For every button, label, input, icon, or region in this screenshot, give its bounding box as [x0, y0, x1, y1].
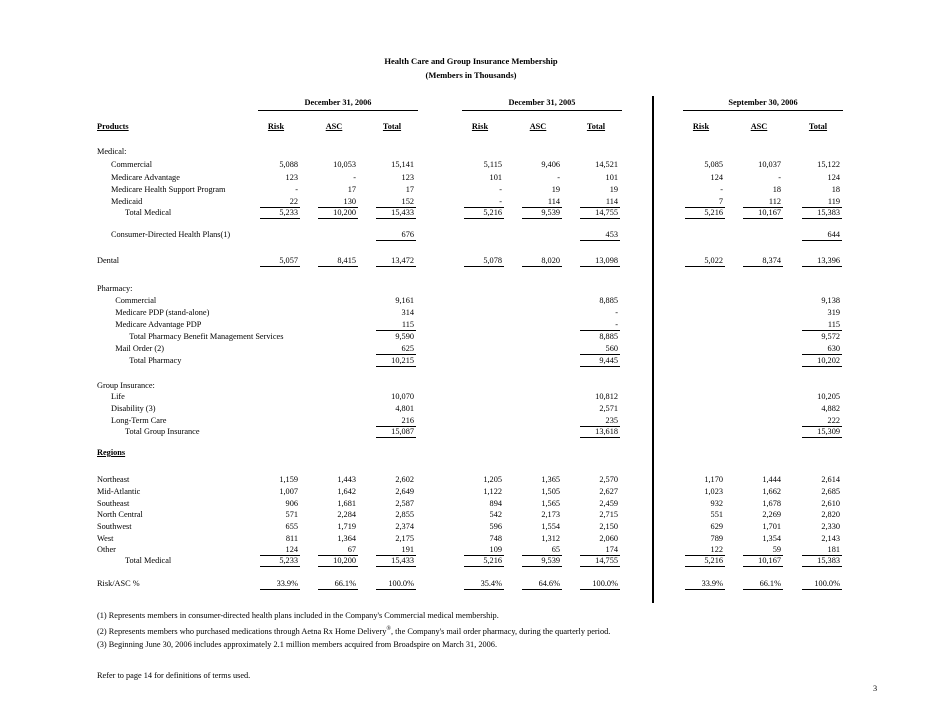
footnote-2-text-end: , the Company's mail order pharmacy, during the quarterly period.: [390, 626, 611, 636]
table-cell: -: [295, 185, 298, 194]
table-cell: 15,122: [817, 160, 840, 169]
table-cell: 22: [289, 197, 298, 206]
period-header-sep-2006: September 30, 2006: [728, 98, 798, 107]
table-cell: 5,115: [483, 160, 502, 169]
table-cell: 2,330: [821, 522, 840, 531]
table-cell: 1,443: [337, 475, 356, 484]
row-label: Southeast: [97, 499, 130, 508]
row-label: Medicare Advantage PDP: [115, 320, 202, 329]
table-cell: 19: [609, 185, 618, 194]
cell-underline: [376, 566, 416, 567]
table-cell: 191: [401, 545, 414, 554]
table-cell: 560: [605, 344, 618, 353]
period-underline: [462, 110, 622, 111]
table-cell: 33.9%: [276, 579, 298, 588]
total-column-header: Total: [382, 122, 402, 131]
registered-mark: ®: [386, 626, 391, 632]
table-cell: -: [499, 197, 502, 206]
table-cell: 18: [831, 185, 840, 194]
table-cell: 123: [285, 173, 298, 182]
table-cell: 10,200: [333, 556, 356, 565]
row-label: Total Pharmacy Benefit Management Services: [129, 332, 284, 341]
cell-underline: [376, 240, 416, 241]
cell-underline: [743, 218, 783, 219]
table-cell: 1,159: [279, 475, 298, 484]
cell-underline: [464, 566, 504, 567]
row-label: Total Group Insurance: [125, 427, 200, 436]
table-cell: 15,087: [391, 427, 414, 436]
table-cell: 1,662: [762, 487, 781, 496]
table-cell: 2,820: [821, 510, 840, 519]
table-cell: 8,415: [337, 256, 356, 265]
table-cell: 59: [772, 545, 781, 554]
table-cell: 5,057: [279, 256, 298, 265]
table-cell: 1,312: [541, 534, 560, 543]
table-cell: 2,150: [599, 522, 618, 531]
table-cell: 14,755: [595, 208, 618, 217]
table-cell: 10,167: [758, 208, 781, 217]
table-cell: 33.9%: [701, 579, 723, 588]
period-header-dec-2006: December 31, 2006: [304, 98, 372, 107]
risk-column-header: Risk: [471, 122, 489, 131]
cell-underline: [580, 354, 620, 355]
table-cell: 101: [605, 173, 618, 182]
table-cell: 319: [827, 308, 840, 317]
page-title: Health Care and Group Insurance Membership: [384, 56, 558, 66]
table-cell: 65: [551, 545, 560, 554]
footnote-3: (3) Beginning June 30, 2006 includes approximately 2.1 million members acquired from Broadspire on March 31, 2006.: [97, 640, 498, 649]
cell-underline: [580, 437, 620, 438]
table-cell: 13,098: [595, 256, 618, 265]
table-cell: 1,365: [541, 475, 560, 484]
cell-underline: [580, 330, 620, 331]
cell-underline: [802, 437, 842, 438]
table-cell: 13,472: [391, 256, 414, 265]
cell-underline: [802, 330, 842, 331]
table-cell: 1,205: [483, 475, 502, 484]
table-cell: 1,122: [483, 487, 502, 496]
table-cell: 1,642: [337, 487, 356, 496]
cell-underline: [318, 589, 358, 590]
period-header-dec-2005: December 31, 2005: [508, 98, 576, 107]
table-cell: 8,374: [762, 256, 781, 265]
table-cell: 115: [827, 320, 840, 329]
table-cell: 15,433: [391, 208, 414, 217]
row-label: Dental: [97, 256, 120, 265]
table-cell: 1,170: [704, 475, 723, 484]
cell-underline: [802, 566, 842, 567]
cell-underline: [376, 330, 416, 331]
table-cell: 314: [401, 308, 414, 317]
table-cell: 67: [347, 545, 356, 554]
row-label: Southwest: [97, 522, 132, 531]
table-cell: 2,570: [599, 475, 618, 484]
table-cell: 655: [285, 522, 298, 531]
table-cell: 66.1%: [334, 579, 356, 588]
cell-underline: [376, 366, 416, 367]
table-cell: 5,216: [483, 556, 502, 565]
table-cell: 35.4%: [480, 579, 502, 588]
table-cell: 112: [768, 197, 781, 206]
table-cell: 748: [489, 534, 502, 543]
table-cell: -: [557, 173, 560, 182]
table-cell: 15,433: [391, 556, 414, 565]
footnote-1: (1) Represents members in consumer-directed health plans included in the Company's Commercial medical membership.: [97, 611, 499, 620]
cell-underline: [580, 266, 620, 267]
table-cell: 9,406: [541, 160, 560, 169]
table-cell: 4,882: [821, 404, 840, 413]
row-label: Mail Order (2): [115, 344, 165, 353]
refer-note: Refer to page 14 for definitions of terms used.: [97, 671, 251, 680]
table-cell: 8,885: [599, 296, 618, 305]
table-cell: 2,587: [395, 499, 414, 508]
table-cell: 216: [401, 416, 414, 425]
table-cell: 9,539: [541, 556, 560, 565]
row-label: Pharmacy:: [97, 284, 133, 293]
cell-underline: [580, 218, 620, 219]
table-cell: 109: [489, 545, 502, 554]
row-label: Life: [111, 392, 125, 401]
row-label: Mid-Atlantic: [97, 487, 141, 496]
table-cell: 2,602: [395, 475, 414, 484]
table-cell: 119: [827, 197, 840, 206]
table-cell: 9,572: [821, 332, 840, 341]
cell-underline: [580, 566, 620, 567]
table-cell: 9,445: [599, 356, 618, 365]
cell-underline: [522, 589, 562, 590]
table-cell: 115: [401, 320, 414, 329]
table-cell: 130: [343, 197, 356, 206]
table-cell: 18: [772, 185, 781, 194]
table-cell: 5,078: [483, 256, 502, 265]
row-label: Commercial: [115, 296, 157, 305]
cell-underline: [743, 589, 783, 590]
table-cell: 10,202: [817, 356, 840, 365]
table-cell: 542: [489, 510, 502, 519]
table-cell: -: [720, 185, 723, 194]
table-cell: 10,053: [333, 160, 356, 169]
cell-underline: [685, 218, 725, 219]
cell-underline: [802, 354, 842, 355]
table-cell: -: [615, 320, 618, 329]
total-column-header: Total: [808, 122, 828, 131]
risk-column-header: Risk: [267, 122, 285, 131]
cell-underline: [376, 218, 416, 219]
row-label: Other: [97, 545, 116, 554]
risk-column-header: Risk: [692, 122, 710, 131]
footnote-2: [97, 626, 610, 636]
table-cell: 124: [285, 545, 298, 554]
row-label: North Central: [97, 510, 143, 519]
table-cell: 1,023: [704, 487, 723, 496]
cell-underline: [685, 589, 725, 590]
table-cell: 235: [605, 416, 618, 425]
table-cell: 10,037: [758, 160, 781, 169]
table-cell: 1,364: [337, 534, 356, 543]
cell-underline: [802, 366, 842, 367]
table-cell: 10,205: [817, 392, 840, 401]
cell-underline: [802, 218, 842, 219]
table-cell: 894: [489, 499, 502, 508]
table-cell: 14,755: [595, 556, 618, 565]
cell-underline: [580, 240, 620, 241]
table-cell: 789: [710, 534, 723, 543]
table-cell: 10,812: [595, 392, 618, 401]
cell-underline: [318, 218, 358, 219]
table-cell: 2,610: [821, 499, 840, 508]
table-cell: 1,678: [762, 499, 781, 508]
table-cell: 625: [401, 344, 414, 353]
cell-underline: [685, 566, 725, 567]
asc-column-header: ASC: [750, 122, 768, 131]
row-label: Commercial: [111, 160, 153, 169]
period-underline: [683, 110, 843, 111]
table-cell: 7: [718, 197, 723, 206]
table-cell: 676: [401, 230, 414, 239]
table-cell: 2,459: [599, 499, 618, 508]
table-cell: 2,374: [395, 522, 414, 531]
table-cell: 15,383: [817, 556, 840, 565]
table-cell: 1,444: [762, 475, 781, 484]
table-cell: 13,618: [595, 427, 618, 436]
table-cell: 101: [489, 173, 502, 182]
table-cell: 114: [605, 197, 618, 206]
table-cell: 14,521: [595, 160, 618, 169]
table-cell: 5,216: [704, 208, 723, 217]
table-cell: 2,060: [599, 534, 618, 543]
table-cell: 551: [710, 510, 723, 519]
cell-underline: [464, 589, 504, 590]
cell-underline: [802, 266, 842, 267]
table-cell: 100.0%: [388, 579, 414, 588]
table-cell: 100.0%: [814, 579, 840, 588]
asc-column-header: ASC: [529, 122, 547, 131]
cell-underline: [522, 266, 562, 267]
cell-underline: [580, 366, 620, 367]
column-separator: [652, 96, 654, 603]
table-cell: 174: [605, 545, 618, 554]
row-label: Total Medical: [125, 208, 172, 217]
footnote-2-text: (2) Represents members who purchased medications through Aetna Rx Home Delivery: [97, 626, 387, 636]
table-cell: 15,141: [391, 160, 414, 169]
table-cell: 1,354: [762, 534, 781, 543]
row-label: Disability (3): [111, 404, 156, 413]
row-label: Total Medical: [125, 556, 172, 565]
table-cell: 2,571: [599, 404, 618, 413]
row-label: Group Insurance:: [97, 381, 155, 390]
table-cell: 124: [710, 173, 723, 182]
table-cell: 114: [547, 197, 560, 206]
row-label: Total Pharmacy: [129, 356, 182, 365]
table-cell: 571: [285, 510, 298, 519]
table-cell: 2,175: [395, 534, 414, 543]
cell-underline: [376, 589, 416, 590]
cell-underline: [260, 218, 300, 219]
cell-underline: [376, 354, 416, 355]
table-cell: 181: [827, 545, 840, 554]
table-cell: 5,022: [704, 256, 723, 265]
table-cell: 1,565: [541, 499, 560, 508]
table-cell: 124: [827, 173, 840, 182]
table-cell: 10,200: [333, 208, 356, 217]
cell-underline: [802, 589, 842, 590]
table-cell: 9,539: [541, 208, 560, 217]
table-cell: 152: [401, 197, 414, 206]
row-label: Medicaid: [111, 197, 143, 206]
table-cell: 100.0%: [592, 579, 618, 588]
table-cell: 1,681: [337, 499, 356, 508]
row-label: Risk/ASC %: [97, 579, 140, 588]
cell-underline: [685, 266, 725, 267]
table-cell: 123: [401, 173, 414, 182]
table-cell: 1,554: [541, 522, 560, 531]
row-label: Consumer-Directed Health Plans(1): [111, 230, 231, 239]
table-cell: 2,269: [762, 510, 781, 519]
cell-underline: [522, 566, 562, 567]
row-label: Long-Term Care: [111, 416, 167, 425]
table-cell: 66.1%: [759, 579, 781, 588]
cell-underline: [376, 266, 416, 267]
table-cell: 19: [551, 185, 560, 194]
cell-underline: [260, 566, 300, 567]
regions-header: Regions: [97, 448, 126, 457]
table-cell: 1,505: [541, 487, 560, 496]
cell-underline: [743, 566, 783, 567]
table-cell: -: [353, 173, 356, 182]
table-cell: 17: [347, 185, 356, 194]
row-label: Medical:: [97, 147, 127, 156]
row-label: Medicare PDP (stand-alone): [115, 308, 210, 317]
cell-underline: [464, 266, 504, 267]
table-cell: 5,216: [483, 208, 502, 217]
table-cell: 2,173: [541, 510, 560, 519]
table-cell: 9,138: [821, 296, 840, 305]
table-cell: 5,233: [279, 208, 298, 217]
table-cell: 811: [285, 534, 298, 543]
table-cell: 222: [827, 416, 840, 425]
table-cell: -: [778, 173, 781, 182]
cell-underline: [580, 589, 620, 590]
table-cell: 2,614: [821, 475, 840, 484]
row-label: West: [97, 534, 114, 543]
table-cell: 630: [827, 344, 840, 353]
table-cell: 629: [710, 522, 723, 531]
table-cell: 15,383: [817, 208, 840, 217]
table-cell: 10,167: [758, 556, 781, 565]
table-cell: 5,088: [279, 160, 298, 169]
table-cell: 13,396: [817, 256, 840, 265]
table-cell: 2,855: [395, 510, 414, 519]
table-cell: 644: [827, 230, 840, 239]
table-cell: 1,719: [337, 522, 356, 531]
table-cell: 17: [405, 185, 414, 194]
row-label: Medicare Health Support Program: [111, 185, 226, 194]
table-cell: 8,020: [541, 256, 560, 265]
table-cell: -: [499, 185, 502, 194]
cell-underline: [260, 266, 300, 267]
table-cell: 596: [489, 522, 502, 531]
table-cell: 4,801: [395, 404, 414, 413]
products-header: Products: [97, 122, 129, 131]
table-cell: 453: [605, 230, 618, 239]
table-cell: 9,161: [395, 296, 414, 305]
row-label: Northeast: [97, 475, 130, 484]
cell-underline: [743, 266, 783, 267]
table-cell: 10,070: [391, 392, 414, 401]
table-cell: 8,885: [599, 332, 618, 341]
period-underline: [258, 110, 418, 111]
table-cell: 2,715: [599, 510, 618, 519]
asc-column-header: ASC: [325, 122, 343, 131]
table-cell: 5,085: [704, 160, 723, 169]
page-subtitle: (Members in Thousands): [425, 70, 517, 80]
table-cell: 2,143: [821, 534, 840, 543]
table-cell: 10,215: [391, 356, 414, 365]
table-cell: 932: [710, 499, 723, 508]
cell-underline: [464, 218, 504, 219]
total-column-header: Total: [586, 122, 606, 131]
cell-underline: [376, 437, 416, 438]
table-cell: 2,284: [337, 510, 356, 519]
table-cell: -: [615, 308, 618, 317]
table-cell: 2,685: [821, 487, 840, 496]
table-cell: 2,627: [599, 487, 618, 496]
cell-underline: [260, 589, 300, 590]
cell-underline: [522, 218, 562, 219]
cell-underline: [318, 566, 358, 567]
table-cell: 2,649: [395, 487, 414, 496]
page-number: 3: [873, 684, 878, 693]
table-cell: 906: [285, 499, 298, 508]
table-cell: 122: [710, 545, 723, 554]
table-cell: 5,216: [704, 556, 723, 565]
row-label: Medicare Advantage: [111, 173, 180, 182]
table-cell: 1,701: [762, 522, 781, 531]
cell-underline: [802, 240, 842, 241]
cell-underline: [318, 266, 358, 267]
table-cell: 64.6%: [538, 579, 560, 588]
table-cell: 9,590: [395, 332, 414, 341]
table-cell: 5,233: [279, 556, 298, 565]
table-cell: 15,309: [817, 427, 840, 436]
table-cell: 1,007: [279, 487, 298, 496]
